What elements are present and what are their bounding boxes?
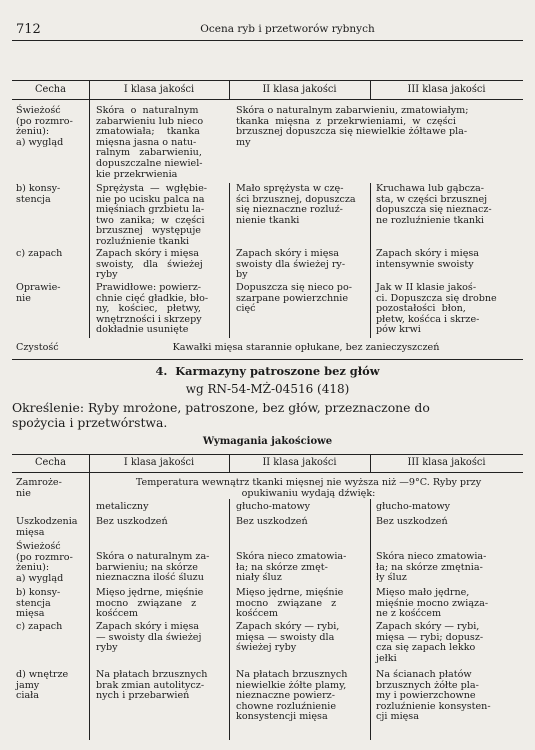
table2-cell-class2: Skóra nieco zmatowia- ła; na skórze zmęt- niały śluz (236, 551, 347, 584)
table2-header-class3: III klasa jakości (407, 457, 486, 468)
table2-cell-cecha: Świeżość (po rozmro- żeniu): a) wygląd (16, 541, 73, 584)
requirements-heading: Wymagania jakościowe (202, 436, 333, 447)
table1-cell-class2: Mało sprężysta w czę- ści brzusznej, dopuszcza się nieznaczne rozluź- nienie tkanki (236, 183, 356, 226)
table2-cell-class3: Skóra nieco zmatowia- ła; na skórze zmętnia- ły śluz (376, 551, 487, 584)
table2-cell-class2: Zapach skóry — rybi, mięsa — swoisty dla świeżej ryby (236, 621, 340, 654)
table1-header-class1: I klasa jakości (123, 84, 195, 95)
table1-cell-class3: Kruchawa lub gąbcza- sta, w części brzusznej dopuszcza się nieznacz- ne rozluźnienie tkanki (376, 183, 492, 226)
table1-cell-class1: Sprężysta — wgłębie- nie po ucisku palca na mięśniach grzbietu la- two zanika; w części brzusznej występuje rozluźnienie tkanki (96, 183, 208, 247)
table2-col-divider (89, 454, 90, 740)
table2-cell-class1: Mięso jędrne, mięśnie mocno związane z kośćcem (96, 587, 204, 620)
running-header (16, 22, 519, 38)
table1-cell-class3: Jak w II klasie jakoś- ci. Dopuszcza się drobne pozostałości błon, płetw, kośćca i skrze- pów krwi (376, 282, 497, 336)
table2-cell-class2: głucho-matowy (236, 501, 311, 512)
table1-bottom-rule (12, 359, 523, 360)
table2-cell-class2: Bez uszkodzeń (236, 516, 308, 527)
table1-cell-merged: Kawałki mięsa starannie opłukane, bez zanieczyszczeń (172, 342, 440, 353)
table2-cell-cecha: b) konsy- stencja mięsa (16, 587, 61, 620)
table1-cell-cecha: Czystość (16, 342, 59, 353)
table2-cell-class1: Bez uszkodzeń (96, 516, 168, 527)
section-standard-code: wg RN-54-MŻ-04516 (418) (185, 382, 350, 396)
table2-cell-class1: Zapach skóry i mięsa — swoisty dla świeżej ryby (96, 621, 202, 654)
table2-cell-class1: metaliczny (96, 501, 149, 512)
running-title: Ocena ryb i przetworów rybnych (200, 23, 375, 35)
page-number: 712 (16, 22, 41, 37)
table1-header-class3: III klasa jakości (407, 84, 486, 95)
table1-cell-class1: Zapach skóry i mięsa swoisty, dla świeżej ryby (96, 248, 203, 281)
table1-cell-class1: Skóra o naturalnym zabarwieniu lub nieco zmatowiała; tkanka mięsna jasna o natu- ralnym zabarwieniu, dopuszczalne niewiel- kie przekrwienia (96, 105, 204, 180)
table2-cell-class3: głucho-matowy (376, 501, 451, 512)
table2-col-divider (229, 499, 230, 740)
table1-cell-class2-3: Skóra o naturalnym zabarwieniu, zmatowiałym; tkanka mięsna z przekrwieniami, w części brzusznej dopuszcza się niewielkie żółtawe pla- my (236, 105, 469, 148)
table1-cell-class1: Prawidłowe: powierz- chnie cięć gładkie, bło- ny, kościec, płetwy, wnętrzności i skrzepy dokładnie usunięte (96, 282, 209, 336)
table1-col-divider (89, 80, 90, 338)
table1-cell-cecha: b) konsy- stencja (16, 183, 61, 205)
table2-cell-cecha: Uszkodzenia mięsa (16, 516, 78, 538)
section-title: 4. Karmazyny patroszone bez głów (155, 364, 380, 378)
table2-cell-class3: Mięso mało jędrne, mięśnie mocno związa- ne z kośćcem (376, 587, 489, 620)
table2-cell-class2: Mięso jędrne, mięśnie mocno związane z kośćcem (236, 587, 344, 620)
table1-cell-cecha: Oprawie- nie (16, 282, 61, 304)
table2-header-class1: I klasa jakości (123, 457, 195, 468)
table2-cell-cecha: d) wnętrze jamy ciała (16, 669, 69, 702)
table1-cell-cecha: Świeżość (po rozmro- żeniu): a) wygląd (16, 105, 73, 148)
table2-col-divider (370, 499, 371, 740)
table2-cell-class3: Zapach skóry — rybi, mięsa — rybi; dopusz- cza się zapach lekko jełki (376, 621, 484, 664)
table2-header-class2: II klasa jakości (262, 457, 337, 468)
table1-cell-class2: Dopuszcza się nieco po- szarpane powierzchnie cięć (236, 282, 352, 315)
table1-cell-cecha: c) zapach (16, 248, 63, 259)
table2-cell-class1: Na płatach brzusznych brak zmian autolitycz- nych i przebarwień (96, 669, 208, 702)
table1-col-divider (229, 183, 230, 338)
table2-cell-cecha: Zamroże- nie (16, 477, 62, 499)
table1-cell-class2: Zapach skóry i mięsa swoisty dla świeżej ry- by (236, 248, 346, 281)
table2-header-cecha: Cecha (35, 457, 66, 468)
table2-cell-class3: Na ścianach płatów brzusznych żółte pla- my i powierzchowne rozluźnienie konsysten- cji mięsa (376, 669, 491, 723)
table1-header-class2: II klasa jakości (262, 84, 337, 95)
table2-cell-class2: Na płatach brzusznych niewielkie żółte plamy, nieznaczne powierz- chowne rozluźnienie konsystencji mięsa (236, 669, 348, 723)
table2-cell-merged: Temperatura wewnątrz tkanki mięsnej nie wyższa niż —9°C. Ryby przy opukiwaniu wydają dźwięk: (135, 477, 482, 499)
table2-cell-cecha: c) zapach (16, 621, 63, 632)
table2-cell-class3: Bez uszkodzeń (376, 516, 448, 527)
table2-cell-class1: Skóra o naturalnym za- barwieniu; na skórze nieznaczna ilość śluzu (96, 551, 210, 584)
table1-cell-class3: Zapach skóry i mięsa intensywnie swoisty (376, 248, 480, 270)
table1-header-cecha: Cecha (35, 84, 66, 95)
table1-col-divider (370, 183, 371, 338)
header-rule (12, 40, 523, 41)
section-definition: Określenie: Ryby mrożone, patroszone, bez głów, przeznaczone do spożycia i przetwórstwa. (12, 400, 430, 430)
